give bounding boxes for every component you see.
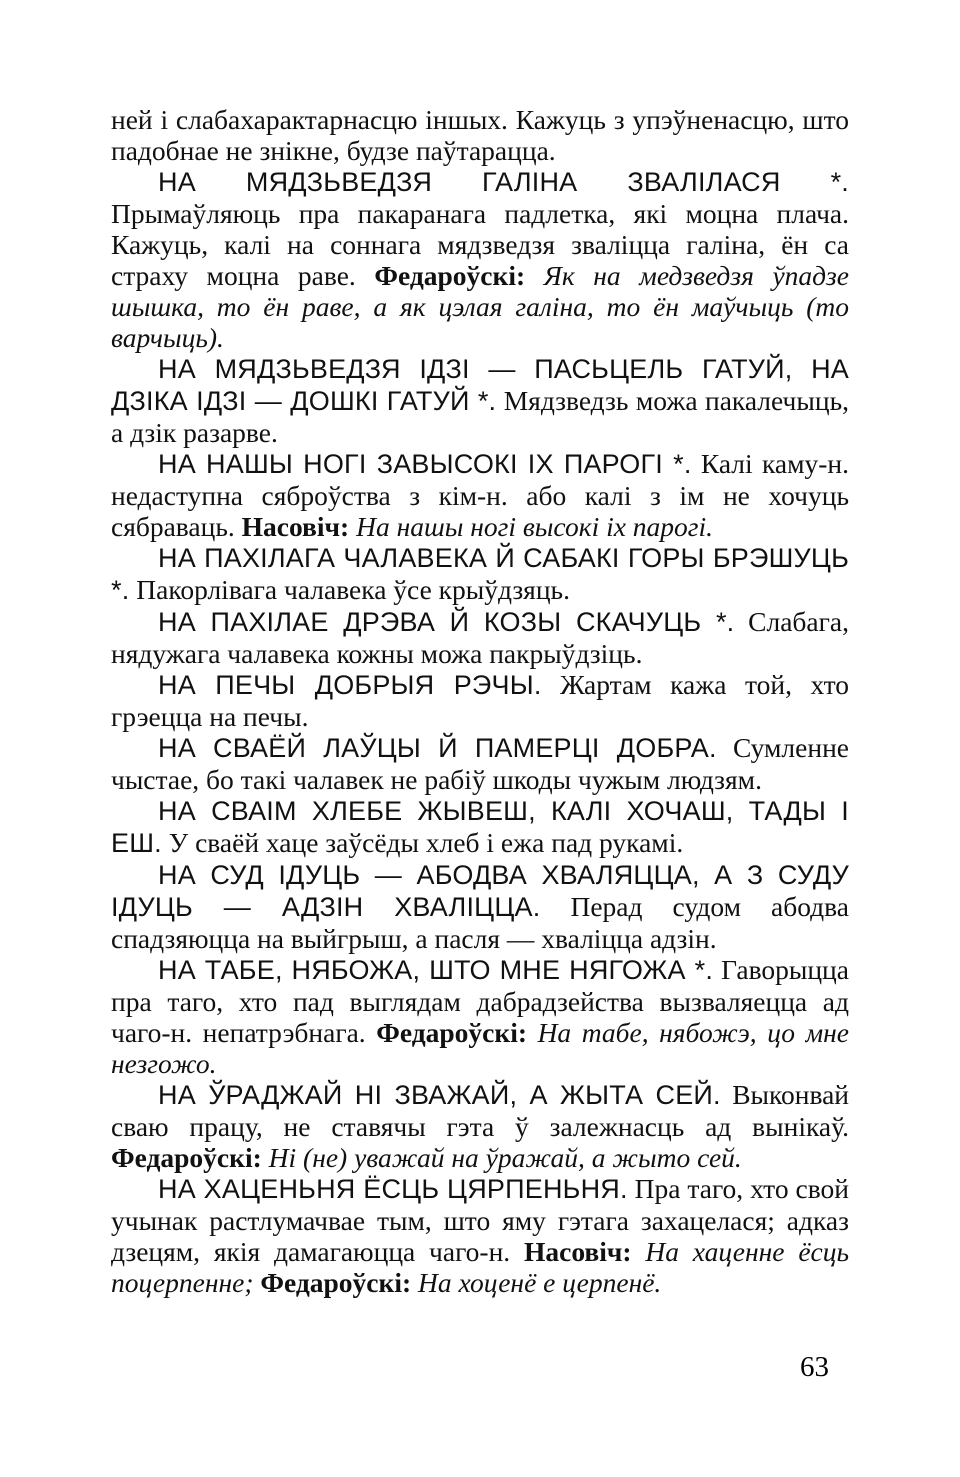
entry-0: ней і слабахарактарнасцю іншых. Кажуць з упэўненасцю, што падобнае не знікне, будзе паўтарацца. bbox=[111, 104, 849, 166]
source-label: Федароўскі: bbox=[374, 260, 526, 291]
source-quote: Ні (не) уважай на ўражай, а жыто сей. bbox=[261, 1142, 742, 1173]
source-label: Федароўскі: bbox=[260, 1267, 412, 1298]
entry-8: НА СВАІМ ХЛЕБЕ ЖЫВЕШ, КАЛІ ХОЧАШ, ТАДЫ І ЕШ. У сваёй хаце заўсёды хлеб і ежа пад рукамі. bbox=[111, 796, 849, 858]
entry-heading: НА МЯДЗЬВЕДЗЯ ІДЗІ — ПАСЬЦЕЛЬ ГАТУЙ, НА ДЗІКА ІДЗІ — ДОШКІ ГАТУЙ *. bbox=[111, 354, 849, 416]
page-body bbox=[111, 104, 849, 1298]
source-label: Насовіч: bbox=[241, 511, 350, 542]
entry-5: НА ПАХІЛАЕ ДРЭВА Й КОЗЫ СКАЧУЦЬ *. Слабага, нядужага чалавека кожны можа пакрыўдзіць. bbox=[111, 606, 849, 669]
entry-11: НА ЎРАДЖАЙ НІ ЗВАЖАЙ, А ЖЫТА СЕЙ. Выконвай сваю працу, не ставячы гэта ў залежнасць ад вынікаў. Федароўскі: Ні (не) уважай на ўражай, а жыто сей. bbox=[111, 1079, 849, 1173]
entry-3: НА НАШЫ НОГІ ЗАВЫСОКІ ІХ ПАРОГІ *. Калі каму-н. недаступна сяброўства з кім-н. або калі з ім не хочуць сябраваць. Насовіч: На нашы ногі высокі іх парогі. bbox=[111, 448, 850, 542]
source-label: Федароўскі: bbox=[376, 1017, 528, 1048]
entry-heading: НА СВАЁЙ ЛАЎЦЫ Й ПАМЕРЦІ ДОБРА. bbox=[158, 733, 717, 763]
entry-10: НА ТАБЕ, НЯБОЖА, ШТО МНЕ НЯГОЖА *. Гаворыцца пра таго, хто пад выглядам дабрадзейства вызваляецца ад чаго-н. непатрэбнага. Федароўскі: На табе, нябожэ, цо мне незгожо. bbox=[111, 954, 849, 1079]
source-quote: На табе, нябожэ, цо мне незгожо. bbox=[111, 1017, 849, 1079]
entry-heading: НА ЎРАДЖАЙ НІ ЗВАЖАЙ, А ЖЫТА СЕЙ. bbox=[158, 1080, 721, 1110]
entry-heading: НА ПЕЧЫ ДОБРЫЯ РЭЧЫ. bbox=[158, 670, 542, 700]
entry-7: НА СВАЁЙ ЛАЎЦЫ Й ПАМЕРЦІ ДОБРА. Сумленне чыстае, бо такі чалавек не рабіў шкоды чужым людзям. bbox=[111, 732, 850, 795]
source-label: Насовіч: bbox=[523, 1236, 632, 1267]
source-quote: На хаценне ёсць поцерпенне; bbox=[111, 1236, 849, 1298]
source-quote: На нашы ногі высокі іх парогі. bbox=[349, 511, 714, 542]
entry-9: НА СУД ІДУЦЬ — АБОДВА ХВАЛЯЦЦА, А З СУДУ ІДУЦЬ — АДЗІН ХВАЛІЦЦА. Перад судом абодва спадзяюцца на выйгрыш, а пасля — хваліцца адзін. bbox=[111, 860, 849, 954]
entry-6: НА ПЕЧЫ ДОБРЫЯ РЭЧЫ. Жартам кажа той, хто грэецца на печы. bbox=[111, 669, 849, 732]
entry-heading: НА ХАЦЕНЬНЯ ЁСЦЬ ЦЯРПЕНЬНЯ. bbox=[158, 1174, 628, 1204]
entry-12: НА ХАЦЕНЬНЯ ЁСЦЬ ЦЯРПЕНЬНЯ. Пра таго, хто свой учынак растлумачвае тым, што яму гэтага захацелася; адказ дзецям, якія дамагаюцца чаго-н. Насовіч: На хаценне ёсць поцерпенне; Федароўскі: На хоценё е церпенё. bbox=[111, 1173, 849, 1298]
entry-1: НА МЯДЗЬВЕДЗЯ ГАЛІНА ЗВАЛІЛАСЯ *. Прымаўляюць пра пакаранага падлетка, які моцна плача. Кажуць, калі на соннага мядзведзя зваліцца галіна, ён са страху моцна раве. Федароўскі: Як на медзведзя ўпадзе шышка, то ён раве, а як цэлая галіна, то ён маўчыць (то варчыць). bbox=[111, 167, 849, 353]
entry-heading: НА ПАХІЛАЕ ДРЭВА Й КОЗЫ СКАЧУЦЬ *. bbox=[158, 607, 735, 637]
entry-heading: НА ТАБЕ, НЯБОЖА, ШТО МНЕ НЯГОЖА *. bbox=[158, 955, 714, 985]
entry-2: НА МЯДЗЬВЕДЗЯ ІДЗІ — ПАСЬЦЕЛЬ ГАТУЙ, НА ДЗІКА ІДЗІ — ДОШКІ ГАТУЙ *. Мядзведзь можа пакалечыць, а дзік разарве. bbox=[111, 354, 849, 448]
entry-heading: НА НАШЫ НОГІ ЗАВЫСОКІ ІХ ПАРОГІ *. bbox=[158, 449, 692, 479]
entry-heading: НА СВАІМ ХЛЕБЕ ЖЫВЕШ, КАЛІ ХОЧАШ, ТАДЫ І ЕШ. bbox=[111, 796, 849, 858]
source-label: Федароўскі: bbox=[111, 1142, 262, 1173]
source-quote: Як на медзведзя ўпадзе шышка, то ён раве, а як цэлая галіна, то ён маўчыць (то варчыць). bbox=[111, 260, 849, 353]
page-number: 63 bbox=[800, 1351, 829, 1383]
entry-4: НА ПАХІЛАГА ЧАЛАВЕКА Й САБАКІ ГОРЫ БРЭШУЦЬ *. Пакорлівага чалавека ўсе крыўдзяць. bbox=[111, 543, 849, 605]
entry-heading: НА СУД ІДУЦЬ — АБОДВА ХВАЛЯЦЦА, А З СУДУ ІДУЦЬ — АДЗІН ХВАЛІЦЦА. bbox=[111, 860, 849, 922]
entry-heading: НА ПАХІЛАГА ЧАЛАВЕКА Й САБАКІ ГОРЫ БРЭШУЦЬ *. bbox=[111, 543, 849, 605]
entry-heading: НА МЯДЗЬВЕДЗЯ ГАЛІНА ЗВАЛІЛАСЯ *. bbox=[158, 167, 849, 197]
source-quote: На хоценё е церпенё. bbox=[411, 1267, 662, 1298]
